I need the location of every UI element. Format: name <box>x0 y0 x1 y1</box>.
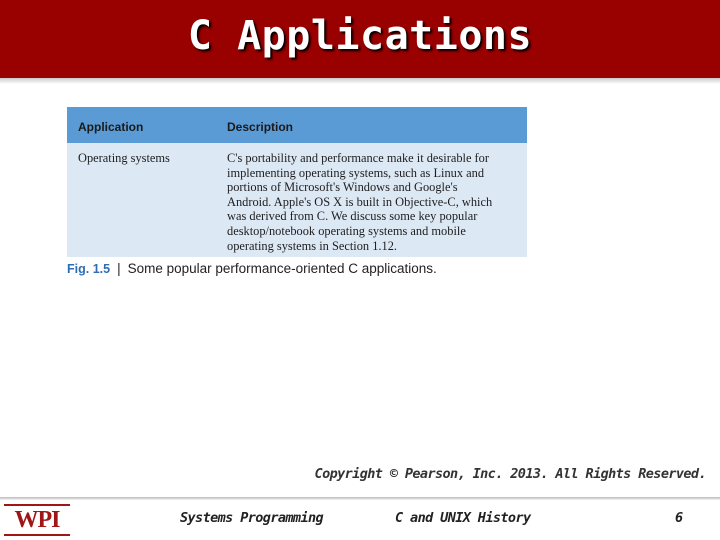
title-bar <box>0 0 720 78</box>
header-application: Application <box>78 119 144 134</box>
figure-caption <box>67 261 437 276</box>
figure-table <box>67 107 527 257</box>
table-row <box>67 143 527 253</box>
footer-course: Systems Programming <box>180 510 324 526</box>
copyright-notice: Copyright © Pearson, Inc. 2013. All Rights Reserved. <box>314 466 706 482</box>
header-description: Description <box>227 119 294 134</box>
cell-description <box>227 151 527 253</box>
page-number: 6 <box>675 510 683 526</box>
figure-number: Fig. 1.5 <box>67 262 111 276</box>
caption-separator: | <box>117 261 121 276</box>
footer-topic: C and UNIX History <box>395 510 531 526</box>
description-line: operating systems in Section 1.12. <box>227 238 398 253</box>
cell-application: Operating systems <box>78 151 170 165</box>
title-bar-shadow <box>0 78 720 84</box>
footer <box>0 500 720 540</box>
description-line: was derived from C. We discuss some key popular <box>227 209 478 224</box>
slide-title: C Applications <box>187 13 533 59</box>
wpi-logo <box>4 504 70 536</box>
description-line: C's portability and performance make it desirable for <box>227 151 490 165</box>
table-header-row <box>67 107 527 143</box>
description-line: implementing operating systems, such as Linux and <box>227 165 485 180</box>
caption-text: Some popular performance-oriented C applications. <box>127 261 437 276</box>
description-line: desktop/notebook operating systems and mobile <box>227 223 466 238</box>
description-line: Android. Apple's OS X is built in Objective-C, which <box>227 194 493 209</box>
logo-text: WPI <box>14 507 60 533</box>
description-line: portions of Microsoft's Windows and Google's <box>227 180 458 195</box>
